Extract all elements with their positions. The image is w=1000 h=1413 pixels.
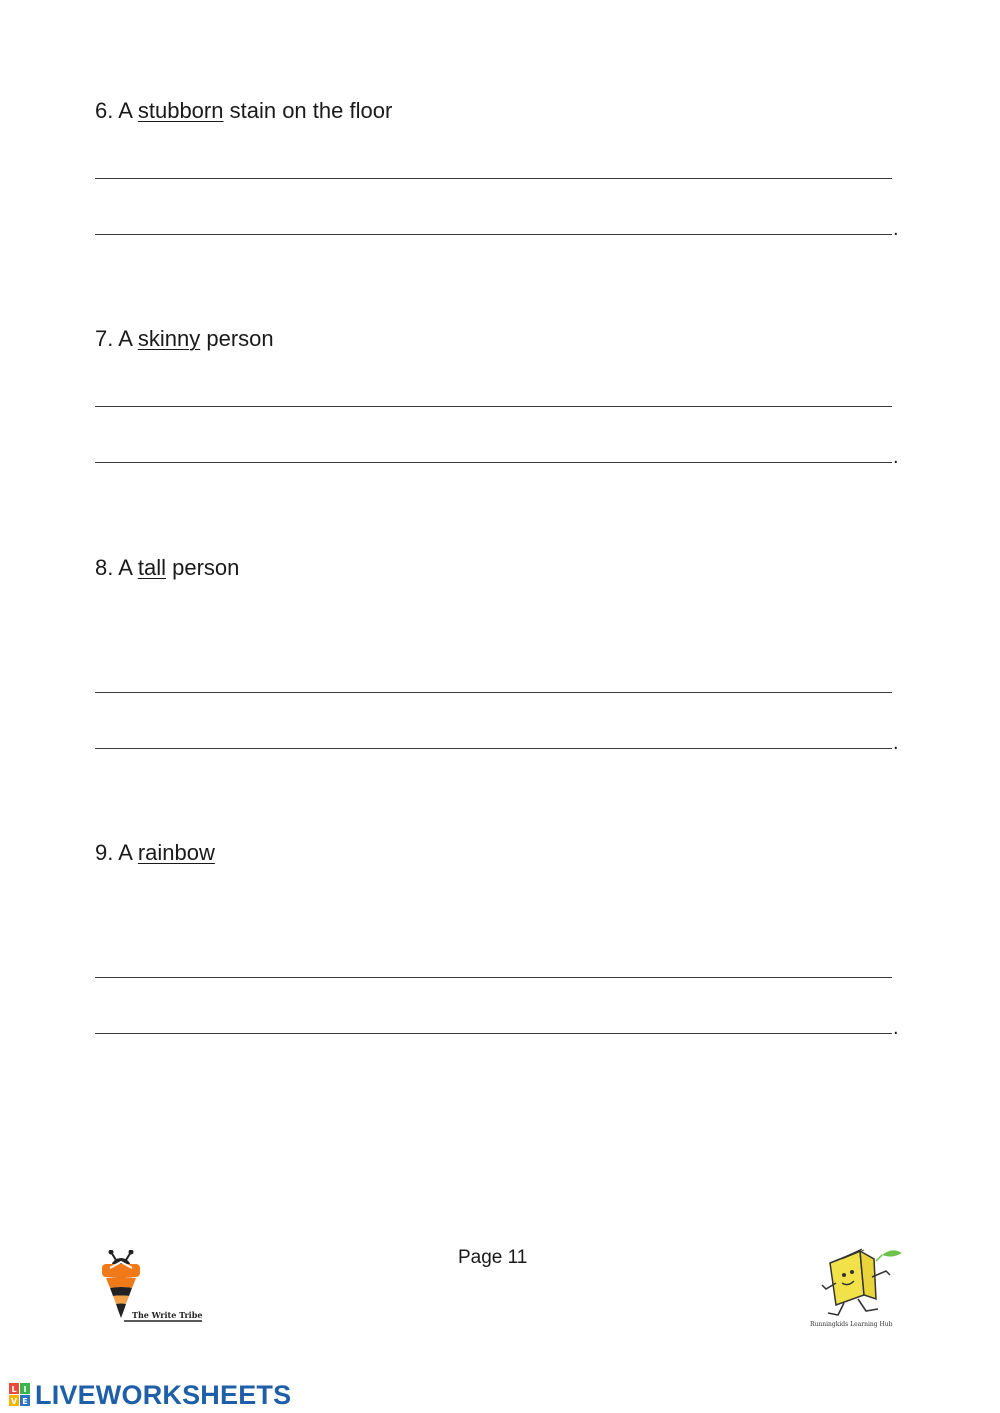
question-keyword: tall — [137, 555, 166, 580]
question-keyword: stubborn — [137, 98, 224, 123]
question-8 — [95, 555, 239, 581]
left-logo-text: The Write Tribe — [132, 1310, 203, 1320]
line-end-period: . — [893, 446, 899, 468]
svg-text:I: I — [23, 1385, 27, 1394]
right-logo-text: Runningkids Learning Hub — [810, 1321, 893, 1328]
question-suffix: stain on the floor — [229, 98, 393, 123]
question-suffix: person — [206, 326, 274, 351]
page-number: Page 11 — [458, 1247, 528, 1268]
liveworksheets-brand[interactable] — [8, 1380, 291, 1410]
question-7 — [95, 326, 274, 352]
question-suffix: person — [172, 555, 240, 580]
question-prefix: A — [118, 840, 132, 865]
question-number: 6. — [95, 98, 114, 123]
liveworksheets-cubes-icon — [8, 1382, 32, 1408]
write-tribe-logo — [96, 1250, 208, 1330]
answer-line[interactable] — [95, 748, 892, 749]
answer-line[interactable] — [95, 1033, 892, 1034]
question-prefix: A — [118, 555, 132, 580]
question-keyword: skinny — [137, 326, 201, 351]
line-end-period: . — [893, 218, 899, 240]
question-prefix: A — [118, 326, 132, 351]
question-9 — [95, 840, 215, 866]
question-number: 8. — [95, 555, 114, 580]
question-prefix: A — [118, 98, 132, 123]
answer-line[interactable] — [95, 462, 892, 463]
answer-line[interactable] — [95, 234, 892, 235]
line-end-period: . — [893, 732, 899, 754]
line-end-period: . — [893, 1017, 899, 1039]
answer-line[interactable] — [95, 178, 892, 179]
question-keyword: rainbow — [137, 840, 215, 865]
question-number: 9. — [95, 840, 114, 865]
answer-line[interactable] — [95, 406, 892, 407]
answer-line[interactable] — [95, 692, 892, 693]
liveworksheets-wordmark: LIVEWORKSHEETS — [35, 1379, 292, 1410]
question-number: 7. — [95, 326, 114, 351]
svg-text:L: L — [11, 1385, 17, 1394]
running-book-logo-icon — [806, 1243, 906, 1343]
runningkids-logo — [806, 1243, 906, 1343]
question-6 — [95, 98, 392, 124]
answer-line[interactable] — [95, 977, 892, 978]
svg-text:E: E — [22, 1397, 28, 1406]
svg-text:V: V — [10, 1397, 18, 1406]
